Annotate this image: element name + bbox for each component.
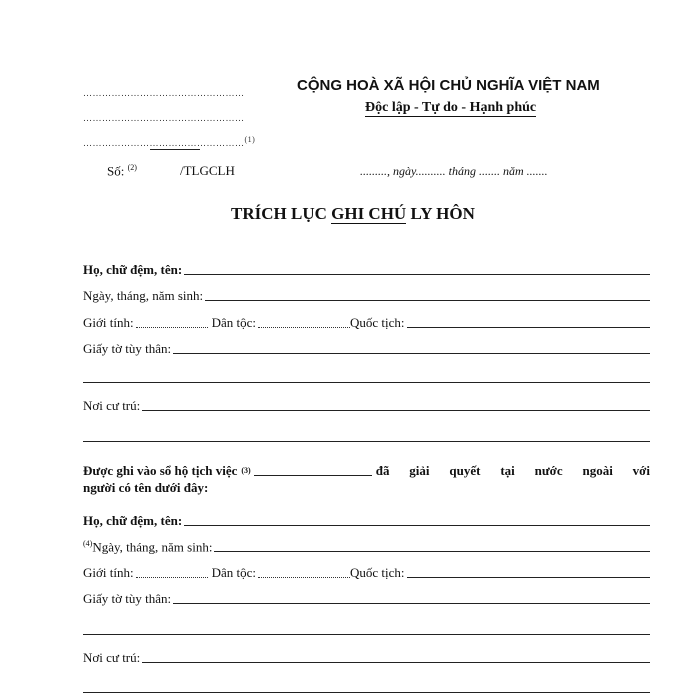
doc-number-label: Số: <box>107 163 125 179</box>
p2-name-label: Họ, chữ đệm, tên: <box>83 513 183 528</box>
p2-residence-row <box>83 650 650 666</box>
agency-line-3 <box>83 135 255 148</box>
agency-line-3-dots: …………………………………………… <box>83 138 245 148</box>
footnote-1: (1) <box>244 135 256 144</box>
p2-ethnic-label: Dân tộc: <box>211 565 256 580</box>
p1-name-label: Họ, chữ đệm, tên: <box>83 262 183 277</box>
p2-name-line <box>184 524 650 526</box>
p1-residence-line <box>142 409 650 411</box>
p1-nationality-label: Quốc tịch: <box>349 315 405 330</box>
footnote-4: (4) <box>83 539 93 548</box>
place-date: ........., ngày.......... tháng ....... năm ....... <box>360 164 548 178</box>
p2-dob-label: Ngày, tháng, năm sinh: <box>92 539 213 555</box>
p2-gender-label: Giới tính: <box>83 565 134 580</box>
p1-name-row <box>83 262 650 278</box>
p2-residence-line <box>142 661 650 663</box>
title-part-3: LY HÔN <box>406 204 475 223</box>
p2-gender-line <box>136 576 208 578</box>
p2-residence-label: Nơi cư trú: <box>83 650 141 665</box>
p2-id-line <box>173 602 650 604</box>
p2-nationality-label: Quốc tịch: <box>349 565 405 580</box>
p1-residence-row <box>83 398 650 414</box>
footnote-2: (2) <box>127 163 137 172</box>
p1-residence-label: Nơi cư trú: <box>83 398 141 413</box>
nation-heading: CỘNG HOÀ XÃ HỘI CHỦ NGHĨA VIỆT NAM <box>297 77 600 94</box>
p1-gender-row <box>83 315 650 331</box>
p2-dob-row <box>83 539 650 555</box>
p1-id-line-2 <box>83 382 650 383</box>
p2-dob-line <box>214 550 650 552</box>
motto-wrap <box>365 98 536 116</box>
doc-number <box>107 163 137 179</box>
statement-part-1: Được ghi vào sổ hộ tịch việc <box>83 463 238 478</box>
p1-dob-line <box>205 299 650 301</box>
p2-gender-row <box>83 565 650 581</box>
p2-residence-line-2 <box>83 692 650 693</box>
statement-part-2: đã giải quyết tại nước ngoài với <box>375 463 650 478</box>
title-part-1: TRÍCH LỤC <box>231 204 332 223</box>
p2-id-label: Giấy tờ tùy thân: <box>83 591 172 606</box>
document-title <box>231 204 475 224</box>
p2-name-row <box>83 513 650 529</box>
footnote-3: (3) <box>241 466 251 475</box>
p2-dob-label-wrap <box>83 539 212 555</box>
doc-code: /TLGCLH <box>180 163 235 178</box>
title-part-2: GHI CHÚ <box>331 204 407 223</box>
p1-nationality-line <box>407 326 651 328</box>
agency-line-2: …………………………………………… <box>83 113 245 123</box>
p1-id-line <box>173 352 650 354</box>
p1-dob-label: Ngày, tháng, năm sinh: <box>83 288 204 303</box>
p2-nationality-line <box>407 576 651 578</box>
statement-blank <box>254 475 372 476</box>
p1-ethnic-line <box>258 326 350 328</box>
p1-id-row <box>83 341 650 357</box>
motto: Độc lập - Tự do - Hạnh phúc <box>365 100 537 115</box>
p1-residence-line-2 <box>83 441 650 442</box>
p1-dob-row <box>83 288 650 304</box>
agency-line-1: …………………………………………… <box>83 88 245 98</box>
p1-name-line <box>184 273 650 275</box>
p2-id-row <box>83 591 650 607</box>
p1-id-label: Giấy tờ tùy thân: <box>83 341 172 356</box>
p1-gender-line <box>136 326 208 328</box>
statement-paragraph <box>83 462 650 496</box>
p2-id-line-2 <box>83 634 650 635</box>
p2-ethnic-line <box>258 576 350 578</box>
p1-gender-label: Giới tính: <box>83 315 134 330</box>
statement-line-2: người có tên dưới đây: <box>83 480 209 495</box>
p1-ethnic-label: Dân tộc: <box>211 315 256 330</box>
statement-line-1 <box>83 462 650 479</box>
agency-divider <box>150 149 200 150</box>
